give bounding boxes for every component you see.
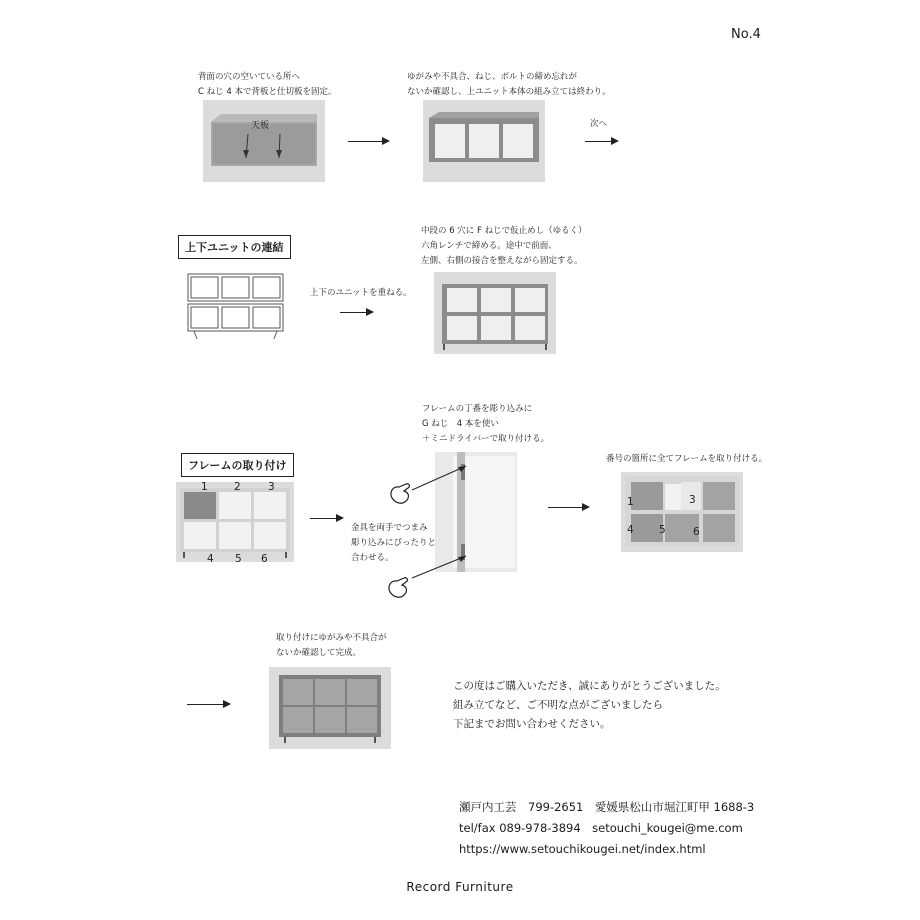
frame-number: 6	[261, 553, 268, 565]
section-title-frame: フレームの取り付け	[181, 453, 294, 477]
final-caption	[276, 631, 387, 661]
connect-caption-line: 中段の 6 穴に F ねじで仮止めし（ゆるく）	[421, 226, 587, 236]
step2-caption	[407, 70, 611, 100]
step1-caption-line: C ねじ 4 本で背板と仕切板を固定。	[198, 87, 337, 97]
numbered-cabinet-illustration	[176, 482, 294, 562]
contact-tel-email: tel/fax 089-978-3894 setouchi_kougei@me.com	[459, 821, 743, 835]
connect-caption-line: 六角レンチで締める。途中で前面、	[421, 241, 557, 251]
contact-block	[459, 797, 754, 860]
step1-caption-line: 背面の穴の空いている所へ	[198, 72, 301, 82]
result-number: 4	[627, 524, 634, 536]
completed-cabinet-illustration	[269, 667, 391, 749]
frames-attached-illustration	[621, 472, 743, 552]
frame-number: 4	[207, 553, 214, 565]
hold-caption-line: 合わせる。	[351, 553, 394, 563]
footer-brand: Record Furniture	[406, 880, 514, 894]
arrow	[187, 704, 229, 705]
frames-attached-photo	[621, 472, 743, 552]
step2-photo	[423, 100, 545, 182]
hold-caption	[351, 521, 436, 566]
arrow	[310, 518, 342, 519]
stacked-units-diagram	[186, 271, 286, 343]
frame-number: 1	[201, 482, 208, 493]
arrow	[585, 141, 617, 142]
hinge-caption-line: ＋ミニドライバーで取り付ける。	[422, 434, 550, 444]
hinge-caption	[422, 402, 549, 447]
step1-photo	[203, 100, 325, 182]
contact-url[interactable]: https://www.setouchikougei.net/index.html	[459, 842, 706, 856]
hold-caption-line: 彫り込みにぴったりと	[351, 538, 437, 548]
closing-line: この度はご購入いただき、誠にありがとうございました。	[453, 680, 726, 692]
connect-caption	[421, 224, 587, 269]
result-caption: 番号の箇所に全てフレームを取り付ける。	[606, 454, 768, 464]
upper-unit-illustration	[423, 100, 545, 182]
hinge-caption-line: G ねじ 4 本を使い	[422, 419, 499, 429]
connect-caption-line: 左側、右側の接合を整えながら固定する。	[421, 256, 583, 266]
frame-number: 2	[234, 482, 241, 493]
result-number: 5	[659, 524, 666, 536]
frame-number: 5	[235, 553, 242, 565]
cabinet-back-illustration	[203, 100, 325, 182]
page-number: No.4	[731, 27, 761, 42]
closing-line: 組み立てなど、ご不明な点がございましたら	[453, 699, 663, 711]
arrow	[348, 141, 388, 142]
result-number: 1	[627, 496, 634, 508]
joined-units-illustration	[434, 272, 556, 354]
step2-caption-line: ないか確認し、上ユニット本体の組み立ては終わり。	[407, 87, 611, 97]
final-caption-line: ないか確認して完成。	[276, 648, 362, 658]
next-label: 次へ	[590, 119, 608, 129]
frame-numbers-photo	[176, 482, 294, 562]
top-board-label: 天板	[251, 121, 270, 131]
result-number: 3	[689, 494, 696, 506]
result-number: 6	[693, 526, 700, 538]
closing-line: 下記までお問い合わせください。	[453, 718, 611, 730]
arrow	[340, 312, 372, 313]
step2-caption-line: ゆがみや不具合、ねじ、ボルトの締め忘れが	[407, 72, 578, 82]
closing-message	[453, 677, 726, 734]
completed-photo	[269, 667, 391, 749]
hold-caption-line: 金具を両手でつまみ	[351, 523, 428, 533]
arrow	[548, 507, 588, 508]
final-caption-line: 取り付けにゆがみや不具合が	[276, 633, 387, 643]
stack-caption: 上下のユニットを重ねる。	[310, 288, 412, 298]
section-title-connect: 上下ユニットの連結	[178, 235, 291, 259]
contact-address: 瀬戸内工芸 799-2651 愛媛県松山市堀江町甲 1688-3	[459, 800, 755, 814]
step1-caption	[198, 70, 336, 100]
hinge-caption-line: フレームの丁番を彫り込みに	[422, 404, 533, 414]
connect-photo	[434, 272, 556, 354]
frame-number: 3	[268, 482, 275, 493]
